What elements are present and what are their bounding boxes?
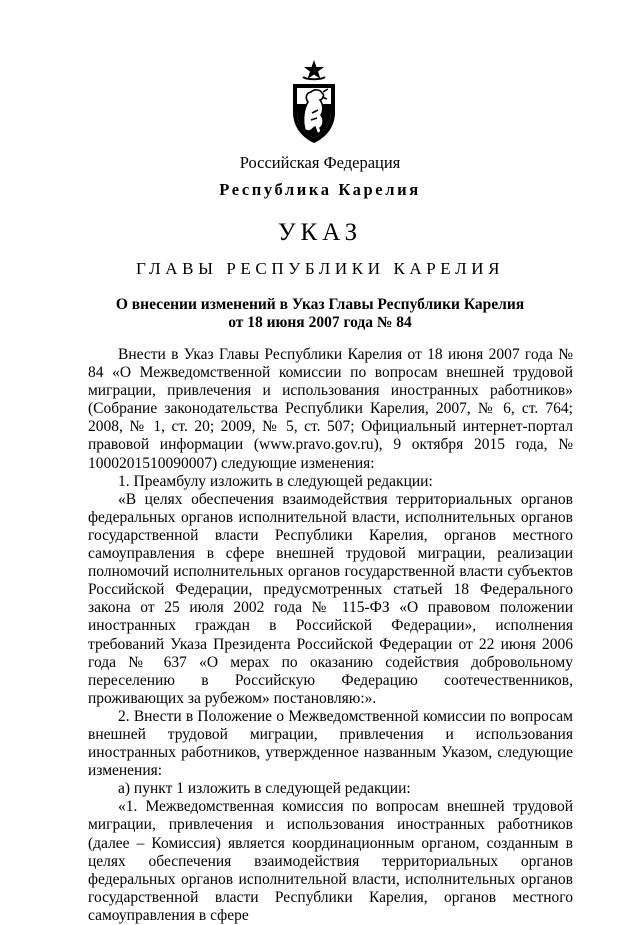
body-paragraph: «1. Межведомственная комиссия по вопросам внешней трудовой миграции, привлечения и использования иностранных работников (далее – Комиссия) является координационным органом, созданным в целях обеспечения взаимодействия территориальных органов федеральных органов исполнительной власти, исполнительных органов государственной власти Республики Карелия, органов местного самоуправления в сфере	[88, 798, 573, 924]
body-paragraph: 2. Внести в Положение о Межведомственной комиссии по вопросам внешней трудовой миграции, привлечения и использования иностранных работников, утвержденное названным Указом, следующие изменения:	[88, 707, 573, 780]
republic-name: Республика Карелия	[219, 180, 421, 199]
body-paragraph: Внести в Указ Главы Республики Карелия от 18 июня 2007 года № 84 «О Межведомственной комиссии по вопросам внешней трудовой миграции, привлечения и использования иностранных работников» (Собрание законодательства Республики Карелия, 2007, № 6, ст. 764; 2008, № 1, ст. 20; 2009, № 5, ст. 507; Официальный интернет-портал правовой информации (www.pravo.gov.ru), 9 октября 2015 года, № 1000201510090007) следующие изменения:	[88, 346, 573, 472]
document-type: УКАЗ	[277, 219, 363, 246]
body-paragraph: а) пункт 1 изложить в следующей редакции:	[118, 780, 411, 798]
document-title	[0, 296, 640, 332]
title-line: О внесении изменений в Указ Главы Республики Карелия	[115, 296, 525, 313]
body-paragraph: «В целях обеспечения взаимодействия территориальных органов федеральных органов исполнительной власти, исполнительных органов государственной власти Республики Карелия, органов местного самоуправления в сфере внешней трудовой миграции, реализации полномочий исполнительных органов государственной власти субъектов Российской Федерации, предусмотренных статьей 18 Федерального закона от 25 июля 2002 года № 115-ФЗ «О правовом положении иностранных граждан в Российской Федерации», исполнения требований Указа Президента Российской Федерации от 22 июня 2006 года № 637 «О мерах по оказанию содействия добровольному переселению в Российскую Федерацию соотечественников, проживающих за рубежом» постановляю:».	[88, 490, 573, 707]
body-paragraph: 1. Преамбулу изложить в следующей редакции:	[118, 472, 433, 490]
title-line: от 18 июня 2007 года № 84	[228, 314, 412, 331]
issuing-authority: ГЛАВЫ РЕСПУБЛИКИ КАРЕЛИЯ	[135, 259, 505, 278]
document-body	[88, 346, 573, 925]
karelia-coat-of-arms-icon	[287, 58, 341, 144]
country-name: Российская Федерация	[239, 153, 401, 172]
